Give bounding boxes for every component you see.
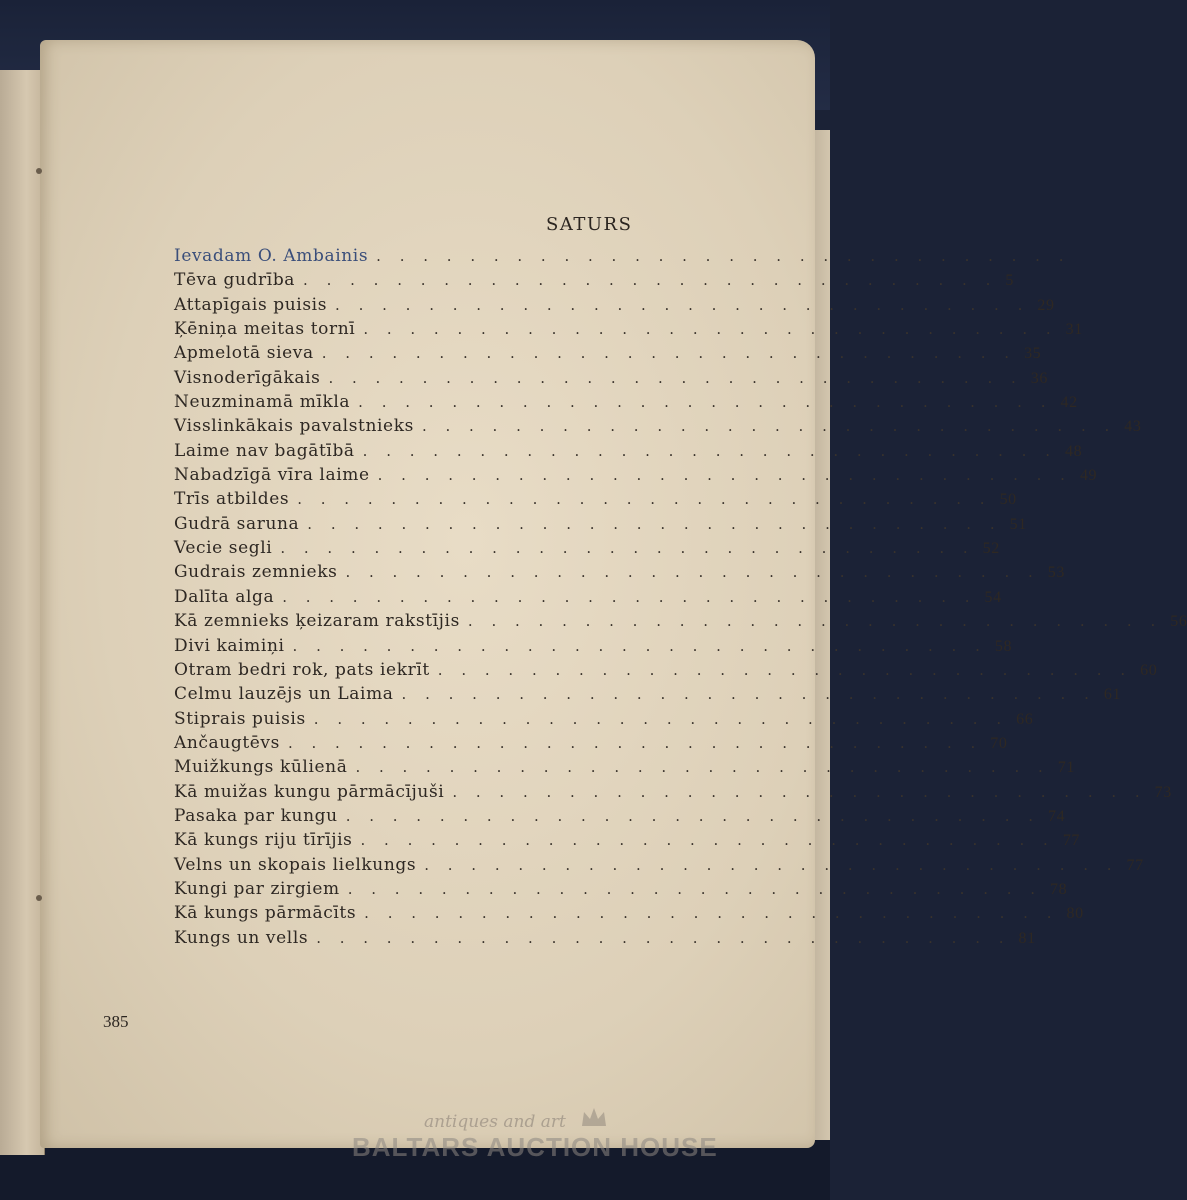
toc-entry	[174, 707, 1034, 731]
table-of-contents	[174, 244, 1187, 950]
toc-entry	[174, 560, 1065, 584]
toc-entry	[174, 609, 1187, 633]
toc-leader-dots: . . . . . . . . . . . . . . . . . . . . . . . . . . . . . .	[437, 660, 1133, 679]
toc-entry	[174, 901, 1084, 925]
toc-entry-title: Gudrais zemnieks	[174, 562, 338, 583]
toc-leader-dots: . . . . . . . . . . . . . . . . . . . . . . . . . . . . . .	[282, 587, 977, 606]
toc-entry-title: Laime nav bagātībā	[174, 440, 355, 461]
toc-entry-title: Tēva gudrība	[174, 270, 296, 291]
toc-entry-title: Vecie segli	[174, 538, 273, 559]
toc-entry-page: 74	[1048, 807, 1066, 825]
toc-entry-title: Kā kungs pārmācīts	[174, 903, 357, 924]
toc-entry-page: 36	[1030, 369, 1048, 387]
toc-entry	[174, 682, 1122, 706]
watermark-name: BALTARS AUCTION HOUSE	[352, 1132, 718, 1162]
toc-entry-title: Kā kungs riju tīrījis	[174, 830, 353, 851]
toc-entry-page: 5	[1005, 272, 1014, 290]
toc-leader-dots: . . . . . . . . . . . . . . . . . . . . . . . . . . . . . .	[360, 831, 1055, 850]
toc-entry	[174, 366, 1048, 390]
toc-entry	[174, 463, 1098, 487]
toc-entry-page: 56	[1170, 613, 1187, 631]
toc-entry-title: Dalīta alga	[174, 586, 275, 607]
toc-entry-page: 77	[1126, 856, 1144, 874]
toc-leader-dots: . . . . . . . . . . . . . . . . . . . . . . . . . . . . . .	[424, 855, 1119, 874]
toc-leader-dots: . . . . . . . . . . . . . . . . . . . . . . . . . . . . . .	[401, 685, 1096, 704]
toc-leader-dots: . . . . . . . . . . . . . . . . . . . . . . . . . . . . . .	[313, 709, 1009, 728]
toc-entry-page: 42	[1060, 394, 1078, 412]
toc-leader-dots: . . . . . . . . . . . . . . . . . . . . . . . . . . . . . .	[345, 806, 1041, 825]
toc-entry-title: Pasaka par kungu	[174, 805, 338, 826]
toc-entry-title: Ķēniņa meitas tornī	[174, 319, 356, 340]
toc-entry-page: 51	[1009, 515, 1027, 533]
toc-leader-dots: . . . . . . . . . . . . . . . . . . . . . . . . . . . . . .	[362, 441, 1057, 460]
toc-entry-page: 73	[1154, 783, 1172, 801]
toc-leader-dots: . . . . . . . . . . . . . . . . . . . . . . . . . . . . . .	[297, 490, 992, 509]
toc-entry-title: Visslinkākais pavalstnieks	[174, 416, 414, 437]
toc-entry-page: 58	[994, 637, 1013, 655]
toc-entry-page: 70	[990, 734, 1008, 752]
toc-entry-page: 60	[1140, 661, 1158, 679]
toc-entry-title: Gudrā saruna	[174, 513, 300, 534]
toc-leader-dots: . . . . . . . . . . . . . . . . . . . . . . . . . . . . . .	[316, 928, 1011, 947]
crown-icon	[580, 1106, 608, 1128]
toc-entry-title: Attapīgais puisis	[174, 294, 328, 315]
toc-entry	[174, 512, 1027, 536]
toc-entry	[174, 853, 1144, 877]
toc-entry	[174, 780, 1172, 804]
toc-entry-title: Otram bedri rok, pats iekrīt	[174, 659, 430, 680]
toc-entry	[174, 755, 1075, 779]
toc-entry	[174, 658, 1158, 682]
toc-entry	[174, 926, 1036, 950]
toc-leader-dots: . . . . . . . . . . . . . . . . . . . . . . . . . . . . . .	[377, 466, 1072, 485]
toc-entry	[174, 877, 1068, 901]
toc-entry-page: 29	[1037, 296, 1055, 314]
left-page-edge	[0, 70, 45, 1155]
page-number: 385	[103, 1012, 129, 1031]
toc-entry	[174, 244, 1071, 268]
toc-entry-page: 78	[1050, 880, 1068, 898]
toc-leader-dots: . . . . . . . . . . . . . . . . . . . . . . . . . . . . . .	[358, 393, 1053, 412]
toc-entry-page: 50	[999, 491, 1017, 509]
toc-entry-page: 81	[1018, 929, 1036, 947]
toc-entry	[174, 828, 1081, 852]
toc-entry	[174, 390, 1078, 414]
toc-entry-page: 43	[1124, 418, 1142, 436]
toc-leader-dots: . . . . . . . . . . . . . . . . . . . . . . . . . . . . . .	[287, 733, 983, 752]
toc-entry-title: Apmelotā sieva	[174, 343, 314, 364]
toc-entry-title: Nabadzīgā vīra laime	[174, 465, 370, 486]
toc-entry-page: 71	[1057, 759, 1075, 777]
toc-leader-dots: . . . . . . . . . . . . . . . . . . . . . . . . . . . . . .	[467, 612, 1163, 631]
toc-entry-title: Kungi par zirgiem	[174, 878, 340, 899]
toc-leader-dots: . . . . . . . . . . . . . . . . . . . . . . . . . . . . . .	[292, 636, 987, 655]
toc-leader-dots: . . . . . . . . . . . . . . . . . . . . . . . . . . . . . .	[345, 563, 1040, 582]
toc-entry-page: 66	[1016, 710, 1034, 728]
toc-entry-page: 77	[1062, 832, 1081, 850]
toc-entry	[174, 341, 1042, 365]
toc-entry	[174, 731, 1008, 755]
toc-leader-dots: . . . . . . . . . . . . . . . . . . . . . . . . . . . . . .	[347, 879, 1043, 898]
toc-entry-page: 35	[1024, 345, 1042, 363]
toc-entry	[174, 317, 1083, 341]
toc-entry-title: Celmu lauzējs un Laima	[174, 684, 394, 705]
toc-leader-dots: . . . . . . . . . . . . . . . . . . . . . . . . . . . . . .	[421, 417, 1117, 436]
toc-leader-dots: . . . . . . . . . . . . . . . . . . . . . . . . . . . . . .	[355, 758, 1050, 777]
toc-leader-dots: . . . . . . . . . . . . . . . . . . . . . . . . . . . . . .	[321, 344, 1017, 363]
toc-entry	[174, 536, 1000, 560]
binding-stitch	[36, 168, 42, 174]
toc-leader-dots: . . . . . . . . . . . . . . . . . . . . . . . . . . . . . .	[328, 368, 1023, 387]
toc-entry-title: Trīs atbildes	[174, 489, 290, 510]
toc-entry	[174, 487, 1017, 511]
toc-entry-title: Ančaugtēvs	[174, 732, 280, 753]
binding-stitch	[36, 895, 42, 901]
toc-leader-dots: . . . . . . . . . . . . . . . . . . . . . . . . . . . . . .	[376, 247, 1071, 265]
toc-entry	[174, 585, 1002, 609]
auction-watermark	[352, 1112, 718, 1163]
toc-entry-title: Velns un skopais lielkungs	[174, 854, 417, 875]
toc-entry	[174, 293, 1055, 317]
toc-entry	[174, 268, 1014, 292]
toc-entry-page: 53	[1047, 564, 1065, 582]
toc-entry-title: Kā muižas kungu pārmācījuši	[174, 781, 445, 802]
toc-entry	[174, 439, 1083, 463]
toc-entry-page: 31	[1065, 321, 1083, 339]
toc-heading: SATURS	[546, 214, 633, 235]
toc-entry-title: Stiprais puisis	[174, 708, 306, 729]
toc-entry-page: 54	[984, 588, 1002, 606]
toc-entry-page: 49	[1079, 467, 1098, 485]
toc-leader-dots: . . . . . . . . . . . . . . . . . . . . . . . . . . . . . .	[363, 320, 1058, 339]
toc-entry	[174, 414, 1142, 438]
toc-leader-dots: . . . . . . . . . . . . . . . . . . . . . . . . . . . . . .	[335, 295, 1030, 314]
toc-entry	[174, 804, 1066, 828]
toc-leader-dots: . . . . . . . . . . . . . . . . . . . . . . . . . . . . . .	[280, 539, 975, 558]
toc-entry-page: 48	[1065, 442, 1083, 460]
toc-entry-title: Kungs un vells	[174, 927, 309, 948]
toc-entry-title: Ievadam O. Ambainis	[174, 246, 369, 266]
toc-entry-title: Neuzminamā mīkla	[174, 392, 351, 413]
toc-leader-dots: . . . . . . . . . . . . . . . . . . . . . . . . . . . . . .	[364, 904, 1059, 923]
toc-leader-dots: . . . . . . . . . . . . . . . . . . . . . . . . . . . . . .	[303, 271, 998, 290]
toc-entry	[174, 634, 1013, 658]
toc-entry-page: 52	[982, 540, 1000, 558]
toc-entry-page: 80	[1066, 905, 1084, 923]
toc-entry-title: Kā zemnieks ķeizaram rakstījis	[174, 611, 460, 632]
watermark-tagline: antiques and art	[424, 1112, 566, 1132]
toc-leader-dots: . . . . . . . . . . . . . . . . . . . . . . . . . . . . . .	[307, 514, 1002, 533]
toc-leader-dots: . . . . . . . . . . . . . . . . . . . . . . . . . . . . . .	[452, 782, 1147, 801]
toc-entry-title: Muižkungs kūlienā	[174, 757, 348, 778]
toc-entry-title: Visnoderīgākais	[174, 367, 321, 388]
toc-entry-page: 61	[1103, 686, 1122, 704]
toc-entry-title: Divi kaimiņi	[174, 635, 285, 656]
